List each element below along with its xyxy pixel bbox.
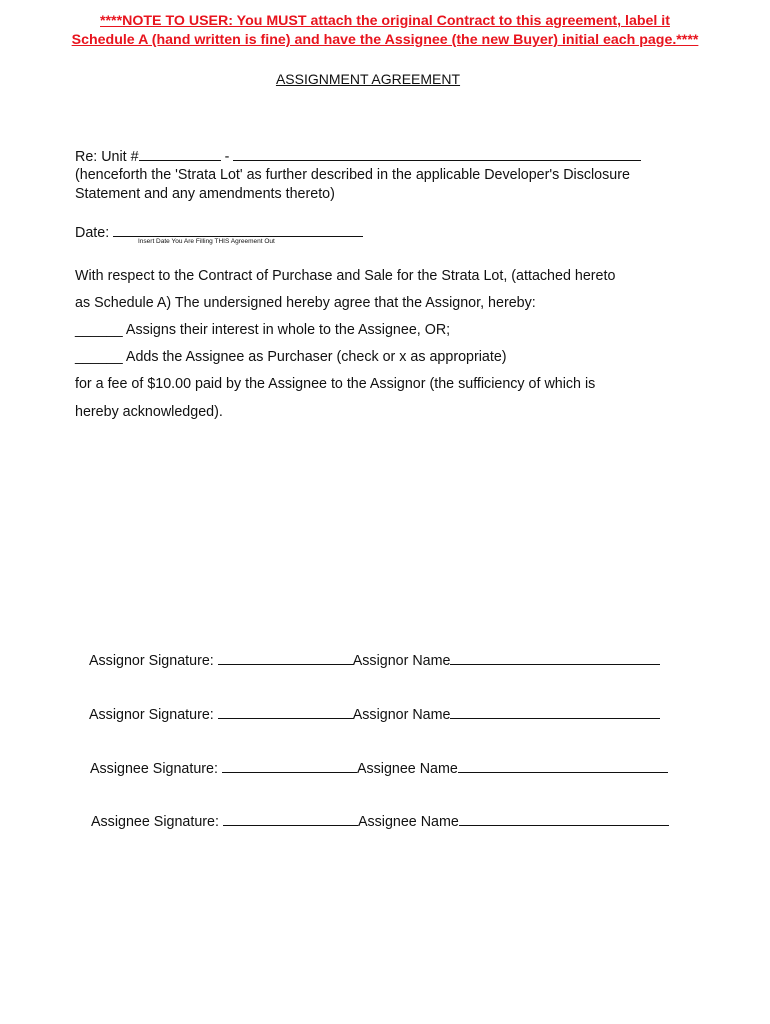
body-paragraph-1: With respect to the Contract of Purchase and Sale for the Strata Lot, (attached hereto bbox=[75, 268, 616, 284]
signature-row-2 bbox=[89, 704, 660, 725]
option-assign-checkbox[interactable]: ______ bbox=[75, 322, 123, 338]
body-paragraph-2: as Schedule A) The undersigned hereby agree that the Assignor, hereby: bbox=[75, 295, 536, 311]
assignee-signature-field[interactable] bbox=[223, 811, 358, 826]
signature-row-1 bbox=[89, 650, 660, 671]
assignee-signature-label: Assignee Signature: bbox=[90, 761, 222, 777]
assignee-name-field[interactable] bbox=[459, 811, 669, 826]
re-unit-dash: - bbox=[224, 149, 230, 165]
option-add-line bbox=[75, 348, 507, 367]
assignor-signature-field[interactable] bbox=[218, 650, 353, 665]
re-unit-line bbox=[75, 146, 641, 167]
signature-row-4 bbox=[91, 811, 669, 832]
re-unit-label: Re: Unit # bbox=[75, 149, 139, 165]
assignor-name-label: Assignor Name bbox=[352, 653, 451, 669]
assignee-name-field[interactable] bbox=[458, 758, 668, 773]
option-assign-line bbox=[75, 321, 450, 340]
assignee-name-label: Assignee Name bbox=[356, 761, 458, 777]
option-add-checkbox[interactable]: ______ bbox=[75, 349, 123, 365]
assignee-signature-label: Assignee Signature: bbox=[91, 814, 223, 830]
assignor-name-label: Assignor Name bbox=[352, 707, 451, 723]
note-line-2: Schedule A (hand written is fine) and have the Assignee (the new Buyer) initial each page.**** bbox=[71, 32, 699, 48]
option-add-text: Adds the Assignee as Purchaser (check or x as appropriate) bbox=[122, 349, 507, 365]
re-unit-description-2: Statement and any amendments thereto) bbox=[75, 186, 335, 202]
body-paragraph-3: for a fee of $10.00 paid by the Assignee to the Assignor (the sufficiency of which is bbox=[75, 376, 596, 392]
option-assign-text: Assigns their interest in whole to the Assignee, OR; bbox=[122, 322, 451, 338]
unit-address-field[interactable] bbox=[233, 146, 641, 161]
date-field[interactable] bbox=[113, 222, 363, 237]
date-helper-text: Insert Date You Are Filling THIS Agreement Out bbox=[138, 238, 275, 245]
note-line-1: ****NOTE TO USER: You MUST attach the original Contract to this agreement, label it bbox=[100, 13, 670, 29]
unit-number-field[interactable] bbox=[139, 146, 221, 161]
document-title: ASSIGNMENT AGREEMENT bbox=[275, 71, 461, 87]
assignor-signature-label: Assignor Signature: bbox=[89, 707, 218, 723]
assignor-name-field[interactable] bbox=[450, 650, 660, 665]
re-unit-description-1: (henceforth the 'Strata Lot' as further described in the applicable Developer's Disclosure bbox=[75, 167, 630, 183]
assignee-name-label: Assignee Name bbox=[357, 814, 459, 830]
assignor-signature-label: Assignor Signature: bbox=[89, 653, 218, 669]
body-paragraph-4: hereby acknowledged). bbox=[75, 404, 223, 420]
assignee-signature-field[interactable] bbox=[222, 758, 357, 773]
assignor-signature-field[interactable] bbox=[218, 704, 353, 719]
signature-row-3 bbox=[90, 758, 668, 779]
date-label: Date: bbox=[75, 225, 110, 241]
assignor-name-field[interactable] bbox=[450, 704, 660, 719]
